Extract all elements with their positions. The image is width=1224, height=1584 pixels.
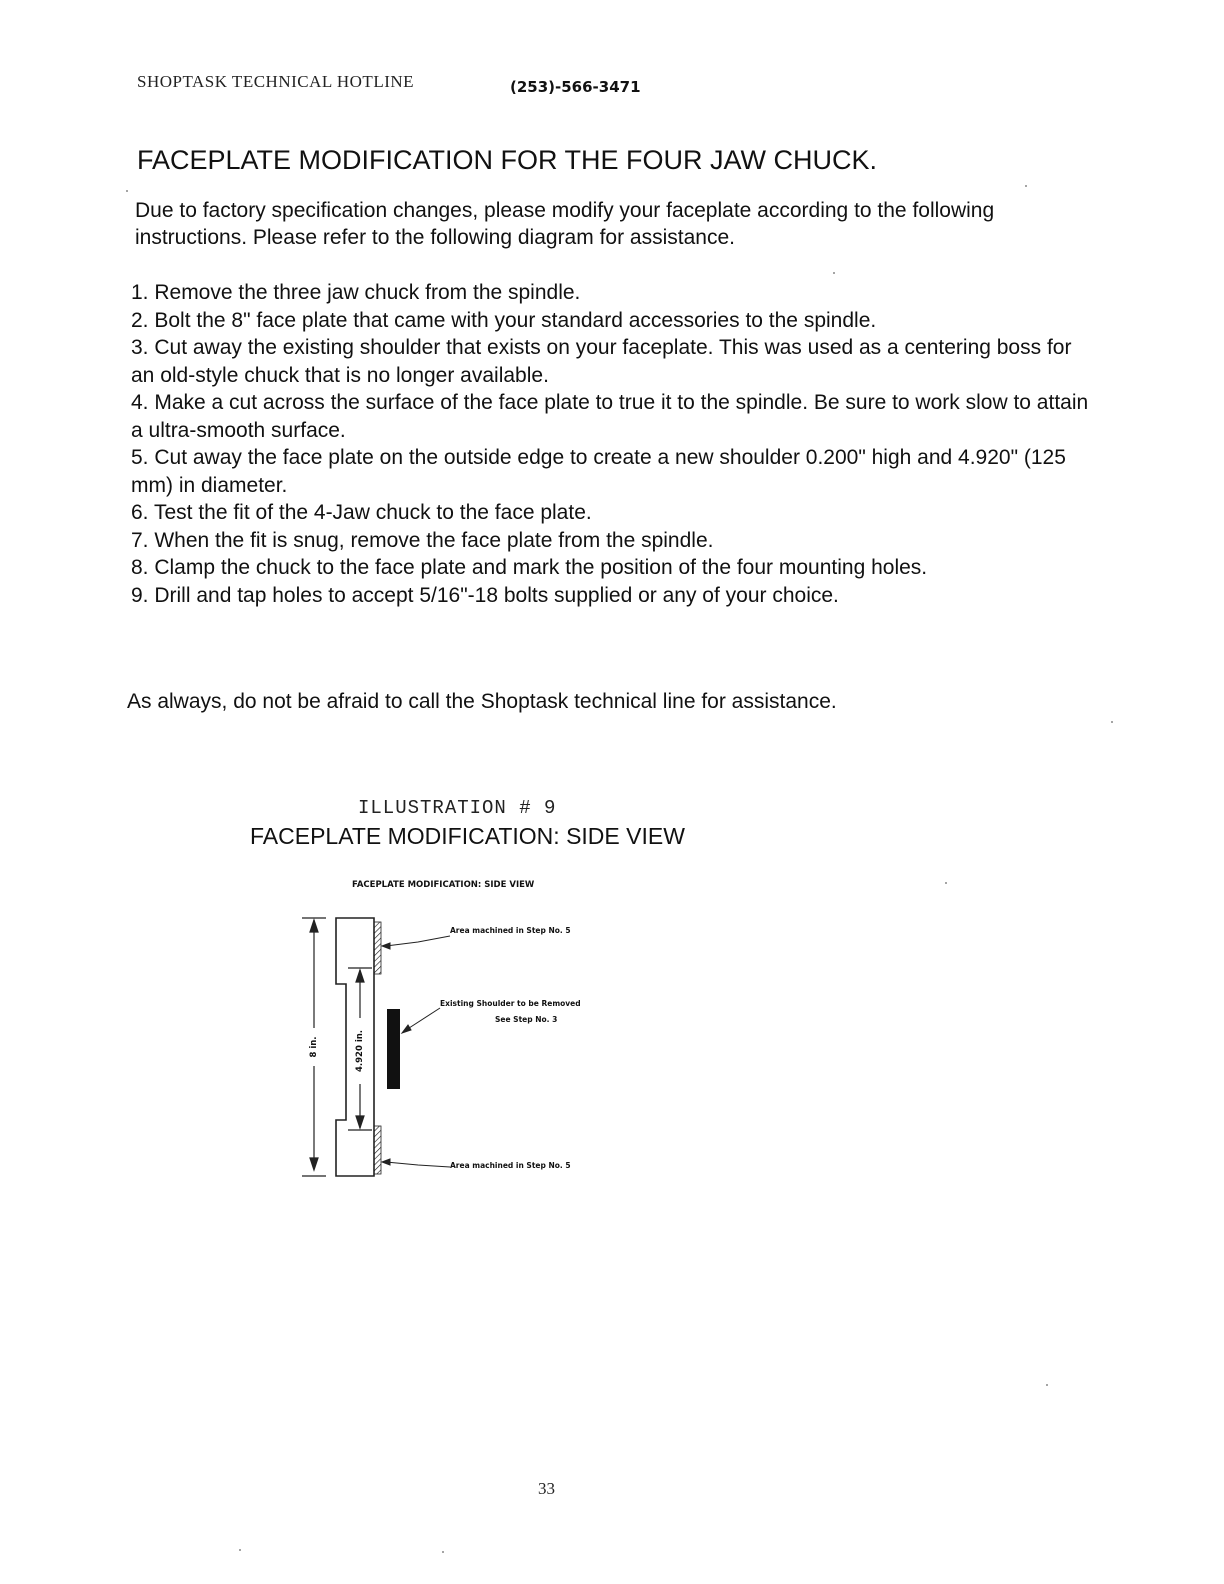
faceplate-side-view-diagram [290, 870, 630, 1190]
illustration-title: FACEPLATE MODIFICATION: SIDE VIEW [250, 823, 685, 849]
step-item: 9. Drill and tap holes to accept 5/16"-18 bolts supplied or any of your choice. [131, 583, 839, 607]
scan-speck [1046, 1384, 1048, 1386]
scan-speck [126, 190, 128, 192]
instruction-steps [131, 279, 1091, 609]
step-item: 6. Test the fit of the 4-Jaw chuck to the face plate. [131, 501, 592, 524]
step-item: 4. Make a cut across the surface of the face plate to true it to the spindle. Be sure to work slow to attain a ultra-smooth surface. [131, 391, 1089, 442]
step-item: 2. Bolt the 8" face plate that came with your standard accessories to the spindle. [131, 308, 877, 332]
scan-speck [442, 1551, 444, 1553]
step-item: 8. Clamp the chuck to the face plate and mark the position of the four mounting holes. [131, 556, 928, 579]
hotline-phone: (253)-566-3471 [510, 78, 641, 96]
intro-paragraph: Due to factory specification changes, please modify your faceplate according to the following instructions. Please refer to the following diagram for assistance. [135, 199, 995, 249]
machined-area-top [374, 922, 381, 974]
dimension-outer-label: 8 in. [309, 1036, 319, 1058]
figure-caption: FACEPLATE MODIFICATION: SIDE VIEW [352, 880, 535, 890]
page-number: 33 [538, 1479, 555, 1498]
scan-speck [833, 272, 835, 274]
callout-middle: Existing Shoulder to be Removed [440, 999, 581, 1008]
step-item: 3. Cut away the existing shoulder that exists on your faceplate. This was used as a centering boss for an old-style chuck that is no longer available. [131, 336, 1072, 387]
scan-speck [239, 1549, 241, 1551]
machined-area-bottom [374, 1126, 381, 1174]
callout-middle-subtext: See Step No. 3 [495, 1015, 558, 1024]
scan-speck [945, 882, 947, 884]
dimension-inner-label: 4.920 in. [355, 1029, 365, 1073]
illustration-number: ILLUSTRATION # 9 [358, 797, 557, 819]
step-item: 1. Remove the three jaw chuck from the spindle. [131, 281, 581, 304]
closing-note: As always, do not be afraid to call the Shoptask technical line for assistance. [127, 690, 837, 713]
scan-speck [1111, 721, 1113, 723]
callout-top: Area machined in Step No. 5 [450, 926, 571, 935]
scan-speck [1025, 185, 1027, 187]
step-item: 7. When the fit is snug, remove the face plate from the spindle. [131, 528, 714, 552]
existing-shoulder [387, 1009, 400, 1089]
hotline-label: SHOPTASK TECHNICAL HOTLINE [137, 72, 415, 91]
page-title: FACEPLATE MODIFICATION FOR THE FOUR JAW CHUCK. [137, 145, 878, 175]
callout-bottom: Area machined in Step No. 5 [450, 1161, 571, 1170]
step-item: 5. Cut away the face plate on the outside edge to create a new shoulder 0.200" high and 4.920" (125 mm) in diameter. [131, 446, 1066, 497]
